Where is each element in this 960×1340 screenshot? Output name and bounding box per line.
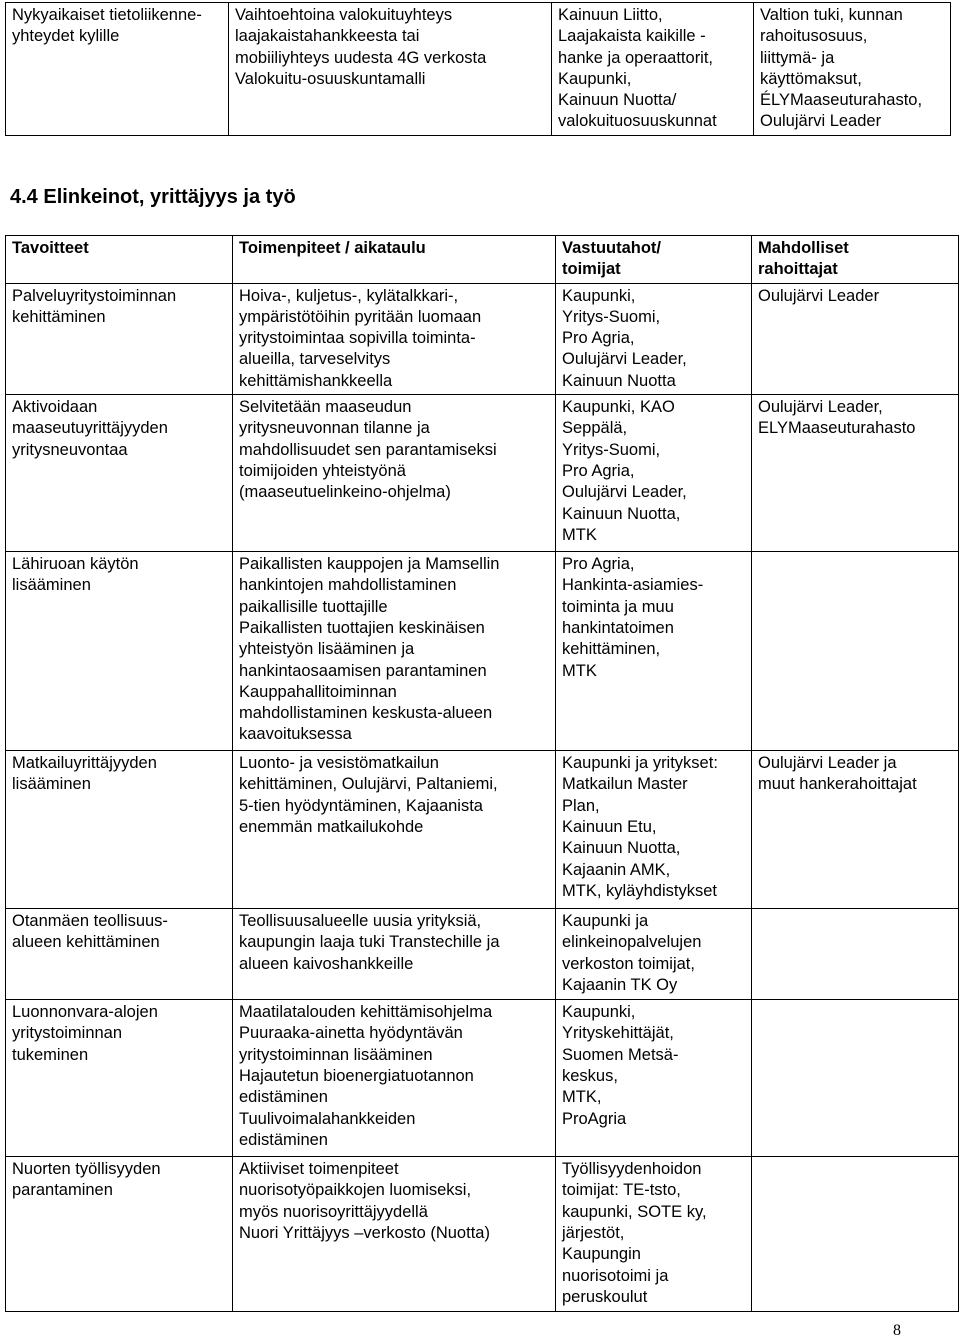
cell-text-line: Matkailuyrittäjyyden [12, 754, 157, 773]
table-row [6, 395, 959, 552]
cell-text-line: paikallisille tuottajille [239, 597, 388, 616]
cell-text-line: Työllisyydenhoidon [562, 1160, 702, 1179]
header-goals [6, 236, 233, 284]
cell-text-line: lisääminen [12, 775, 91, 794]
cell-text-line: alueen kehittäminen [12, 933, 160, 952]
measures-cell [233, 1000, 556, 1157]
cell-text-line: elinkeinopalvelujen [562, 933, 702, 952]
funding-cell [752, 552, 959, 751]
responsible-cell [556, 283, 752, 394]
cell-text-line: Paikallisten kauppojen ja Mamsellin [239, 555, 500, 574]
cell-text-line: Kainuun Nuotta/ [558, 91, 677, 110]
cell-text-line: Kainuun Nuotta [562, 371, 676, 390]
goal-cell [6, 395, 233, 552]
funding-cell [754, 3, 951, 136]
cell-text-line: hankintatoimen [562, 618, 674, 637]
cell-text-line: Kaupunki, [562, 1003, 636, 1022]
cell-text-line: nuorisotyöpaikkojen luomiseksi, [239, 1181, 472, 1200]
cell-text-line: Paikallisten tuottajien keskinäisen [239, 618, 485, 637]
cell-text-line: Oulujärvi Leader, [758, 398, 883, 417]
responsible-cell [556, 552, 752, 751]
cell-text-line: Pro Agria, [562, 461, 635, 480]
cell-text-line: Aktiiviset toimenpiteet [239, 1160, 399, 1179]
table-row [6, 3, 951, 136]
funding-cell [752, 283, 959, 394]
responsible-cell [552, 3, 754, 136]
cell-text-line: kehittämishankkeella [239, 371, 393, 390]
goal-cell [6, 283, 233, 394]
measures-cell [233, 552, 556, 751]
cell-text-line: Hoiva-, kuljetus-, kylätalkkari-, [239, 286, 459, 305]
cell-text-line: nuorisotoimi ja [562, 1266, 669, 1285]
cell-text-line: kaupunki, SOTE ky, [562, 1202, 707, 1221]
cell-text-line: hankintojen mahdollistaminen [239, 576, 457, 595]
cell-text-line: Kainuun Nuotta, [562, 504, 681, 523]
cell-text-line: Mahdolliset [758, 239, 849, 257]
cell-text-line: MTK [562, 525, 597, 544]
goal-cell [6, 552, 233, 751]
cell-text-line: myös nuorisoyrittäjyydellä [239, 1202, 428, 1221]
cell-text-line: Plan, [562, 796, 600, 815]
measures-cell [233, 1157, 556, 1312]
cell-text-line: yritystoimintaa sopivilla toiminta- [239, 329, 476, 348]
table-row [6, 1157, 959, 1312]
cell-text-line: toimijat [562, 260, 621, 279]
cell-text-line: kehittäminen [12, 307, 106, 326]
cell-text-line: lisääminen [12, 576, 91, 595]
responsible-cell [556, 395, 752, 552]
responsible-cell [556, 1157, 752, 1312]
cell-text-line: enemmän matkailukohde [239, 817, 424, 836]
cell-text-line: laajakaistahankkeesta tai [235, 27, 420, 46]
cell-text-line: hanke ja operaattorit, [558, 48, 714, 67]
cell-text-line: Kaupunki, KAO [562, 398, 675, 417]
cell-text-line: alueen kaivoshankkeille [239, 954, 414, 973]
cell-text-line: peruskoulut [562, 1287, 648, 1306]
cell-text-line: verkoston toimijat, [562, 954, 695, 973]
cell-text-line: ÉLYMaaseuturahasto, [760, 91, 923, 110]
cell-text-line: ELYMaaseuturahasto [758, 419, 916, 438]
cell-text-line: Teollisuusalueelle uusia yrityksiä, [239, 912, 482, 931]
cell-text-line: Tuulivoimalahankkeiden [239, 1109, 416, 1128]
table-row [6, 909, 959, 1000]
cell-text-line: kehittäminen, [562, 640, 661, 659]
measures-cell [233, 909, 556, 1000]
cell-text-line: Kajaanin TK Oy [562, 975, 678, 994]
cell-text-line: maaseutuyrittäjyyden [12, 419, 168, 438]
page-number: 8 [893, 1322, 901, 1339]
cell-text-line: Maatilatalouden kehittämisohjelma [239, 1003, 493, 1022]
cell-text-line: Oulujärvi Leader, [562, 350, 687, 369]
cell-text-line: Matkailun Master [562, 775, 688, 794]
cell-text-line: ProAgria [562, 1109, 627, 1128]
cell-text-line: Valtion tuki, kunnan [760, 6, 903, 24]
cell-text-line: Nykyaikaiset tietoliikenne- [12, 6, 202, 24]
cell-text-line: liittymä- ja [760, 48, 835, 67]
cell-text-line: Kaupungin [562, 1245, 641, 1264]
goal-cell [6, 909, 233, 1000]
cell-text-line: Pro Agria, [562, 555, 635, 574]
cell-text-line: kaavoituksessa [239, 725, 352, 744]
cell-text-line: kehittäminen, Oulujärvi, Paltaniemi, [239, 775, 498, 794]
cell-text-line: Kaupunki ja yritykset: [562, 754, 718, 773]
cell-text-line: Kaupunki, [562, 286, 636, 305]
measures-cell [233, 395, 556, 552]
funding-table-continued [5, 2, 951, 136]
cell-text-line: Palveluyritystoiminnan [12, 286, 177, 305]
cell-text-line: edistäminen [239, 1088, 328, 1107]
cell-text-line: toimijat: TE-tsto, [562, 1181, 681, 1200]
cell-text-line: Kauppahallitoiminnan [239, 682, 397, 701]
cell-text-line: Seppälä, [562, 419, 628, 438]
cell-text-line: Kaupunki ja [562, 912, 649, 931]
cell-text-line: toimijoiden yhteistyönä [239, 461, 406, 480]
cell-text-line: Kajaanin AMK, [562, 860, 671, 879]
responsible-cell [556, 909, 752, 1000]
cell-text-line: rahoitusosuus, [760, 27, 868, 46]
cell-text-line: 5-tien hyödyntäminen, Kajaanista [239, 796, 483, 815]
cell-text-line: tukeminen [12, 1045, 89, 1064]
measures-cell [233, 283, 556, 394]
cell-text-line: yhteydet kylille [12, 27, 120, 46]
responsible-cell [556, 751, 752, 909]
cell-text-line: MTK, kyläyhdistykset [562, 881, 717, 900]
cell-text-line: järjestöt, [562, 1223, 625, 1242]
cell-text-line: Oulujärvi Leader, [562, 483, 687, 502]
cell-text-line: Kainuun Etu, [562, 817, 657, 836]
cell-text-line: parantaminen [12, 1181, 113, 1200]
measures-cell [229, 3, 552, 136]
goals-measures-table [5, 235, 959, 1312]
cell-text-line: Kainuun Liitto, [558, 6, 663, 24]
goal-cell [6, 1000, 233, 1157]
cell-text-line: ympäristötöihin pyritään luomaan [239, 307, 482, 326]
cell-text-line: Suomen Metsä- [562, 1045, 679, 1064]
cell-text-line: hankintaosaamisen parantaminen [239, 661, 487, 680]
cell-text-line: Nuorten työllisyyden [12, 1160, 161, 1179]
header-measures [233, 236, 556, 284]
cell-text-line: mobiiliyhteys uudesta 4G verkosta [235, 48, 487, 67]
cell-text-line: Yritys-Suomi, [562, 307, 661, 326]
cell-text-line: Hajautetun bioenergiatuotannon [239, 1066, 474, 1085]
goal-cell [6, 1157, 233, 1312]
cell-text-line: käyttömaksut, [760, 69, 862, 88]
header-responsible [556, 236, 752, 284]
cell-text-line: yritystoiminnan [12, 1024, 123, 1043]
cell-text-line: Hankinta-asiamies- [562, 576, 704, 595]
cell-text-line: kaupungin laaja tuki Transtechille ja [239, 933, 500, 952]
cell-text-line: Valokuitu-osuuskuntamalli [235, 69, 426, 88]
responsible-cell [556, 1000, 752, 1157]
cell-text-line: (maaseutuelinkeino-ohjelma) [239, 483, 451, 502]
cell-text-line: Yritys-Suomi, [562, 440, 661, 459]
cell-text-line: Vastuutahot/ [562, 239, 662, 257]
cell-text-line: Pro Agria, [562, 329, 635, 348]
cell-text-line: yritystoiminnan lisääminen [239, 1045, 433, 1064]
cell-text-line: rahoittajat [758, 260, 838, 279]
cell-text-line: Oulujärvi Leader ja [758, 754, 897, 773]
funding-cell [752, 751, 959, 909]
measures-cell [233, 751, 556, 909]
header-funding [752, 236, 959, 284]
cell-text-line: Vaihtoehtoina valokuituyhteys [235, 6, 453, 24]
cell-text-line: yritysneuvonnan tilanne ja [239, 419, 430, 438]
funding-cell [752, 1157, 959, 1312]
cell-text-line: muut hankerahoittajat [758, 775, 917, 794]
cell-text-line: Kainuun Nuotta, [562, 839, 681, 858]
cell-text-line: alueilla, tarveselvitys [239, 350, 391, 369]
cell-text-line: MTK [562, 661, 597, 680]
funding-cell [752, 395, 959, 552]
cell-text-line: toiminta ja muu [562, 597, 674, 616]
cell-text-line: Tavoitteet [12, 239, 89, 257]
cell-text-line: MTK, [562, 1088, 602, 1107]
cell-text-line: Selvitetään maaseudun [239, 398, 412, 417]
cell-text-line: Oulujärvi Leader [760, 112, 882, 131]
cell-text-line: Aktivoidaan [12, 398, 98, 417]
cell-text-line: keskus, [562, 1066, 618, 1085]
cell-text-line: Kaupunki, [558, 69, 632, 88]
goal-cell [6, 751, 233, 909]
cell-text-line: Lähiruoan käytön [12, 555, 139, 574]
table-row [6, 283, 959, 394]
funding-cell [752, 909, 959, 1000]
table-header-row [6, 236, 959, 284]
cell-text-line: mahdollisuudet sen parantamiseksi [239, 440, 497, 459]
cell-text-line: yhteistyön lisääminen ja [239, 640, 415, 659]
cell-text-line: Nuori Yrittäjyys –verkosto (Nuotta) [239, 1223, 490, 1242]
cell-text-line: yritysneuvontaa [12, 440, 128, 459]
table-row [6, 751, 959, 909]
cell-text-line: Puuraaka-ainetta hyödyntävän [239, 1024, 463, 1043]
cell-text-line: Oulujärvi Leader [758, 286, 880, 305]
cell-text-line: mahdollistaminen keskusta-alueen [239, 704, 493, 723]
cell-text-line: edistäminen [239, 1130, 328, 1149]
funding-cell [752, 1000, 959, 1157]
topic-cell [6, 3, 229, 136]
table-row [6, 552, 959, 751]
cell-text-line: Luonto- ja vesistömatkailun [239, 754, 439, 773]
cell-text-line: Laajakaista kaikille - [558, 27, 706, 46]
cell-text-line: Yrityskehittäjät, [562, 1024, 674, 1043]
cell-text-line: valokuituosuuskunnat [558, 112, 717, 131]
cell-text-line: Otanmäen teollisuus- [12, 912, 168, 931]
cell-text-line: Toimenpiteet / aikataulu [239, 239, 426, 257]
section-heading: 4.4 Elinkeinot, yrittäjyys ja työ [10, 186, 296, 208]
cell-text-line: Luonnonvara-alojen [12, 1003, 158, 1022]
table-row [6, 1000, 959, 1157]
